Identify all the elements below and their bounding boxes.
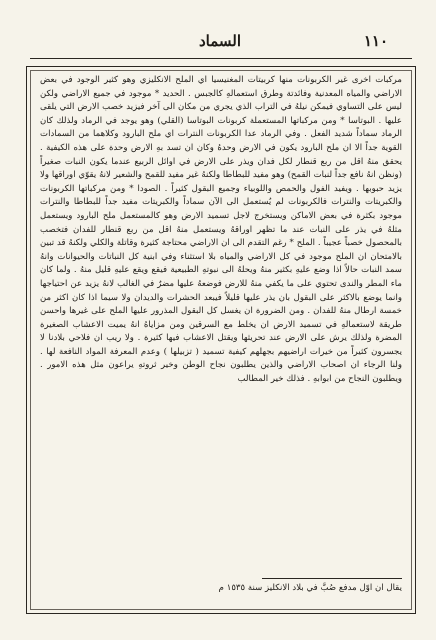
header-rule (30, 58, 412, 59)
running-title: السماد (198, 32, 242, 50)
page-number: ١١٠ (363, 32, 388, 50)
footnote: يقال ان اوّل مدفع صُبَّ في بلاد الانكليز سنة ١٥٣٥ م (218, 583, 402, 593)
footnote-rule (262, 578, 402, 579)
body-paragraph: مركبات اخرى غير الكربونات منها كربيتات المغنيسيا اي الملح الانكليزي وهو كثير الوجود في بعض الاراضي والمياه المعدنية وفائدتة وطرق استعمالهِ كالجبس . الحديد * موجود في جميع الاراضي ولكن ليس على التساوي فيمكن نيلهُ في التراب الذي يجري من مكان الى آخر فيزيد خصب الارض التي يلقى عليها . البوتاسا * ومن مركباتها المستعملة كربونات البوتاسا (القلي) وهو يوجد في الرماد ولذلك كان الرماد سماداً شديد الفعل . وفي الرماد عدا الكربونات النترات اي ملح البارود وكلاهما من السمادات القوية جداً الا ان ملح البارود يكون في الارض وحدهُ وكان ان تسد بهِ الارض وحدة على هذه الكيفية . يحقق منهُ اقل من ربع قنطار لكل فدان ويذر على الارض في اوائل الربيع عندما يكون النبات صغيراً (ونظن انهُ نافع جداً لنبات القمح) وهو مفيد للبطاطا ولكنهُ غير مفيد للقمح والشعير لانهُ يقوّي اوراقها ولا يزيد حبوبها . ويفيد الفول والحمص واللوبياء وجميع البقول كثيراً . الصودا * ومن مركباتها الكربونات والكبريتات والنترات فالكربونات لم يُستعمل الى الآن سماداً والكبريتات مفيد جداً للبطاطا والنترات موجود بكثرة في بعض الاماكن ويستخرج لاجل تسميد الارض وهو كالمستعمل ملح البارود ويستعمل مثلهُ في يذر على النبات عند ما تظهر اوراقهُ ويستعمل منهُ اقل من ربع قنطار للفدان فتخصب بالمحصول خصباً عجيباً . الملح * رغم التقدم الى ان الاراضي محتاجة كثيرة وقاتلة والكلي ولكنهُ قد تبين بالامتحان ان الملح موجود في كل الاراضي والمياه بلا استثناء وفي ابنية كل النباتات والحيوانات وانهُ سمد النبات حالاً اذا وضع عليهِ بكثير منهُ ويحلهُ الى نبوتهِ الطبيعية فيقع ويقع عليهِ قليل منهُ . ولما كان ماء المطر والندى تحتوي على ما يكفي منهُ للارض فوضعهُ عليها مضرٌ في الغالب لانهُ يزيد عن احتياجها وانما يوضع بالاكثر على البقول بان يذر عليها قليلاً فيبعد الحشرات والديدان ولا سيما اذا كان اكثر من خمسة ارطال منهُ للفدان . ومن الضرورة ان يغسل كل البقول المذرور عليها الملح على غيرها واحسن طريقة لاستعمالهِ في تسميد الارض ان يخلط مع السرقين ومن مزاياهُ انهُ يميت الاعشاب الصغيرة المضرة ولذلك يرش على الارض عند تحريثها ويقتل الاعشاب فيها كثيرة . ولا ريب ان فلاحي بلادنا لا يجسرون كثيراً من خيرات اراضيهم بجهلهم كيفية تسميد ( تزبيلها ) وعدم المعرفة المواد النافعة لها . ولنا الرجاء ان اصحاب الاراضي والذين يطلبون نجاح الوطن وخير ثروتهِ يراعون مثل هذه الامور . ويطلبون النجاح من ابوابهِ . فذلك خير المطالب (40, 75, 402, 385)
body-text (40, 74, 402, 574)
page-header (30, 30, 410, 56)
